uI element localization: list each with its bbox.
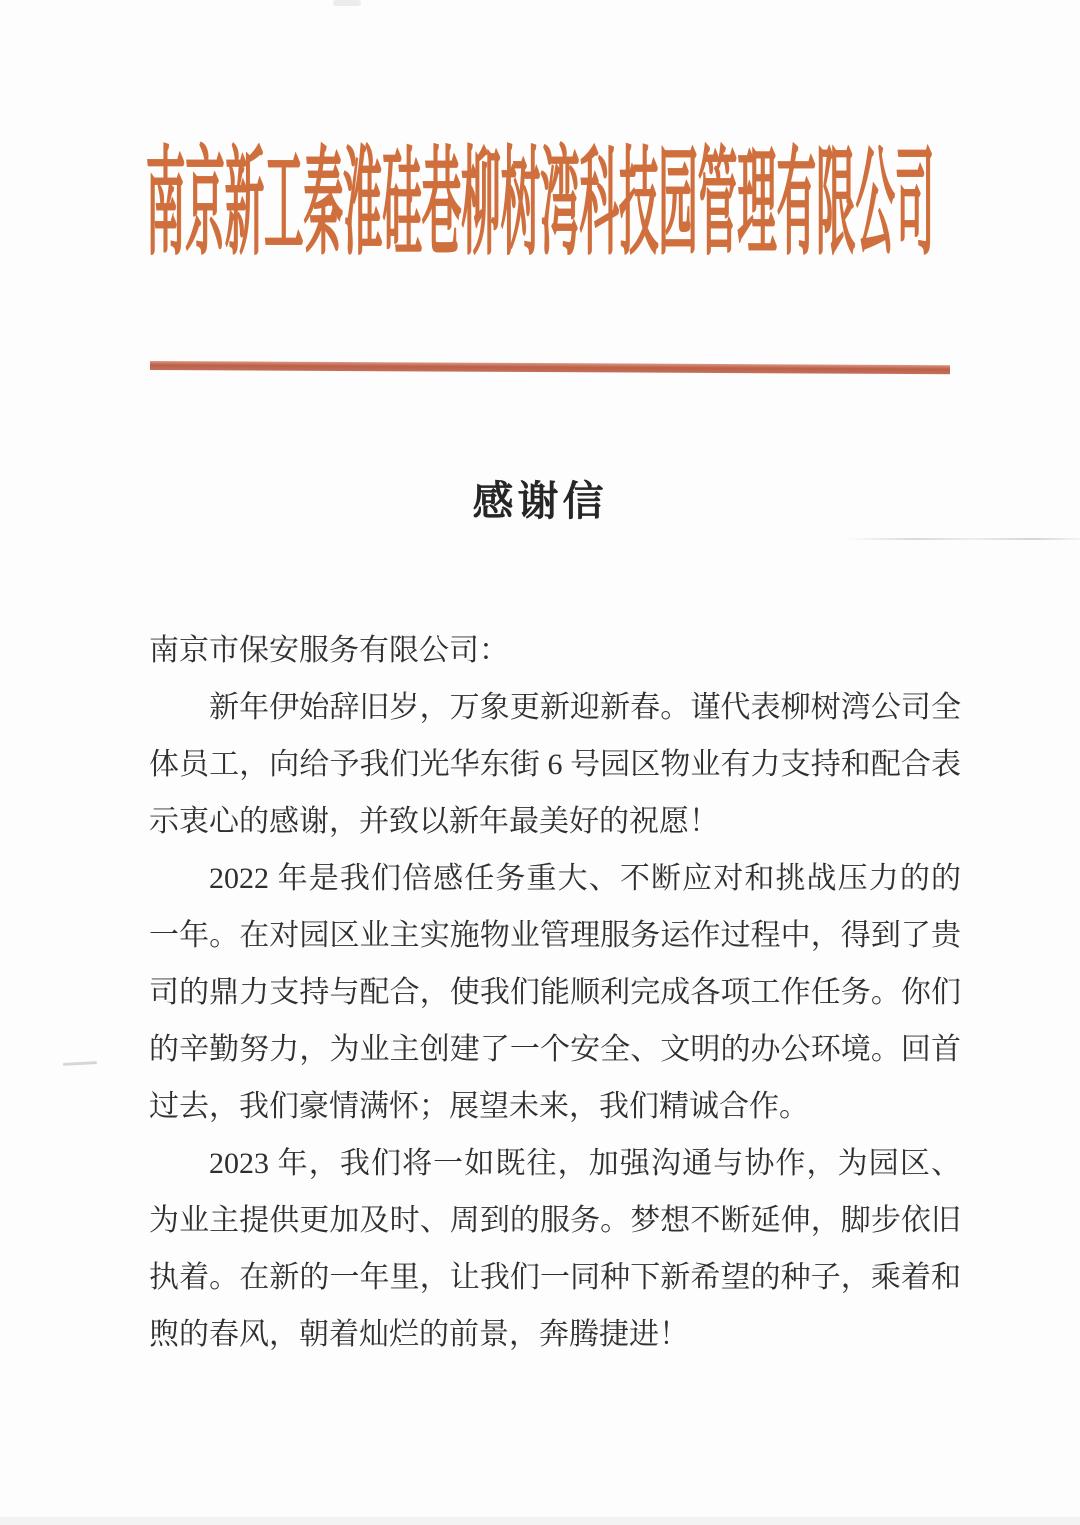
scan-smudge-top: [333, 0, 361, 6]
scan-edge-bottom: [0, 1517, 1080, 1525]
letter-title: 感谢信: [472, 478, 608, 524]
scan-dash-left-margin: [63, 1061, 97, 1066]
letter-body: [149, 622, 961, 1363]
letterhead: [0, 139, 1080, 272]
paragraph-3: 2023 年，我们将一如既往，加强沟通与协作，为园区、为业主提供更加及时、周到的服务。梦想不断延伸，脚步依旧执着。在新的一年里，让我们一同种下新希望的种子，乘着和煦的春风，朝着灿烂的前景，奔腾捷进！: [149, 1147, 961, 1351]
letterhead-divider: [150, 361, 950, 374]
scan-crease-right: [845, 538, 1080, 540]
company-name: 南京新工秦淮硅巷柳树湾科技园管理有限公司: [145, 139, 935, 270]
paragraph-1: 新年伊始辞旧岁，万象更新迎新春。谨代表柳树湾公司全体员工，向给予我们光华东街 6 号园区物业有力支持和配合表示衷心的感谢，并致以新年最美好的祝愿！: [149, 691, 961, 838]
paragraph-2: 2022 年是我们倍感任务重大、不断应对和挑战压力的的一年。在对园区业主实施物业管理服务运作过程中，得到了贵司的鼎力支持与配合，使我们能顺利完成各项工作任务。你们的辛勤努力，为业主创建了一个安全、文明的办公环境。回首过去，我们豪情满怀；展望未来，我们精诚合作。: [149, 862, 961, 1123]
salutation: 南京市保安服务有限公司：: [149, 634, 509, 667]
